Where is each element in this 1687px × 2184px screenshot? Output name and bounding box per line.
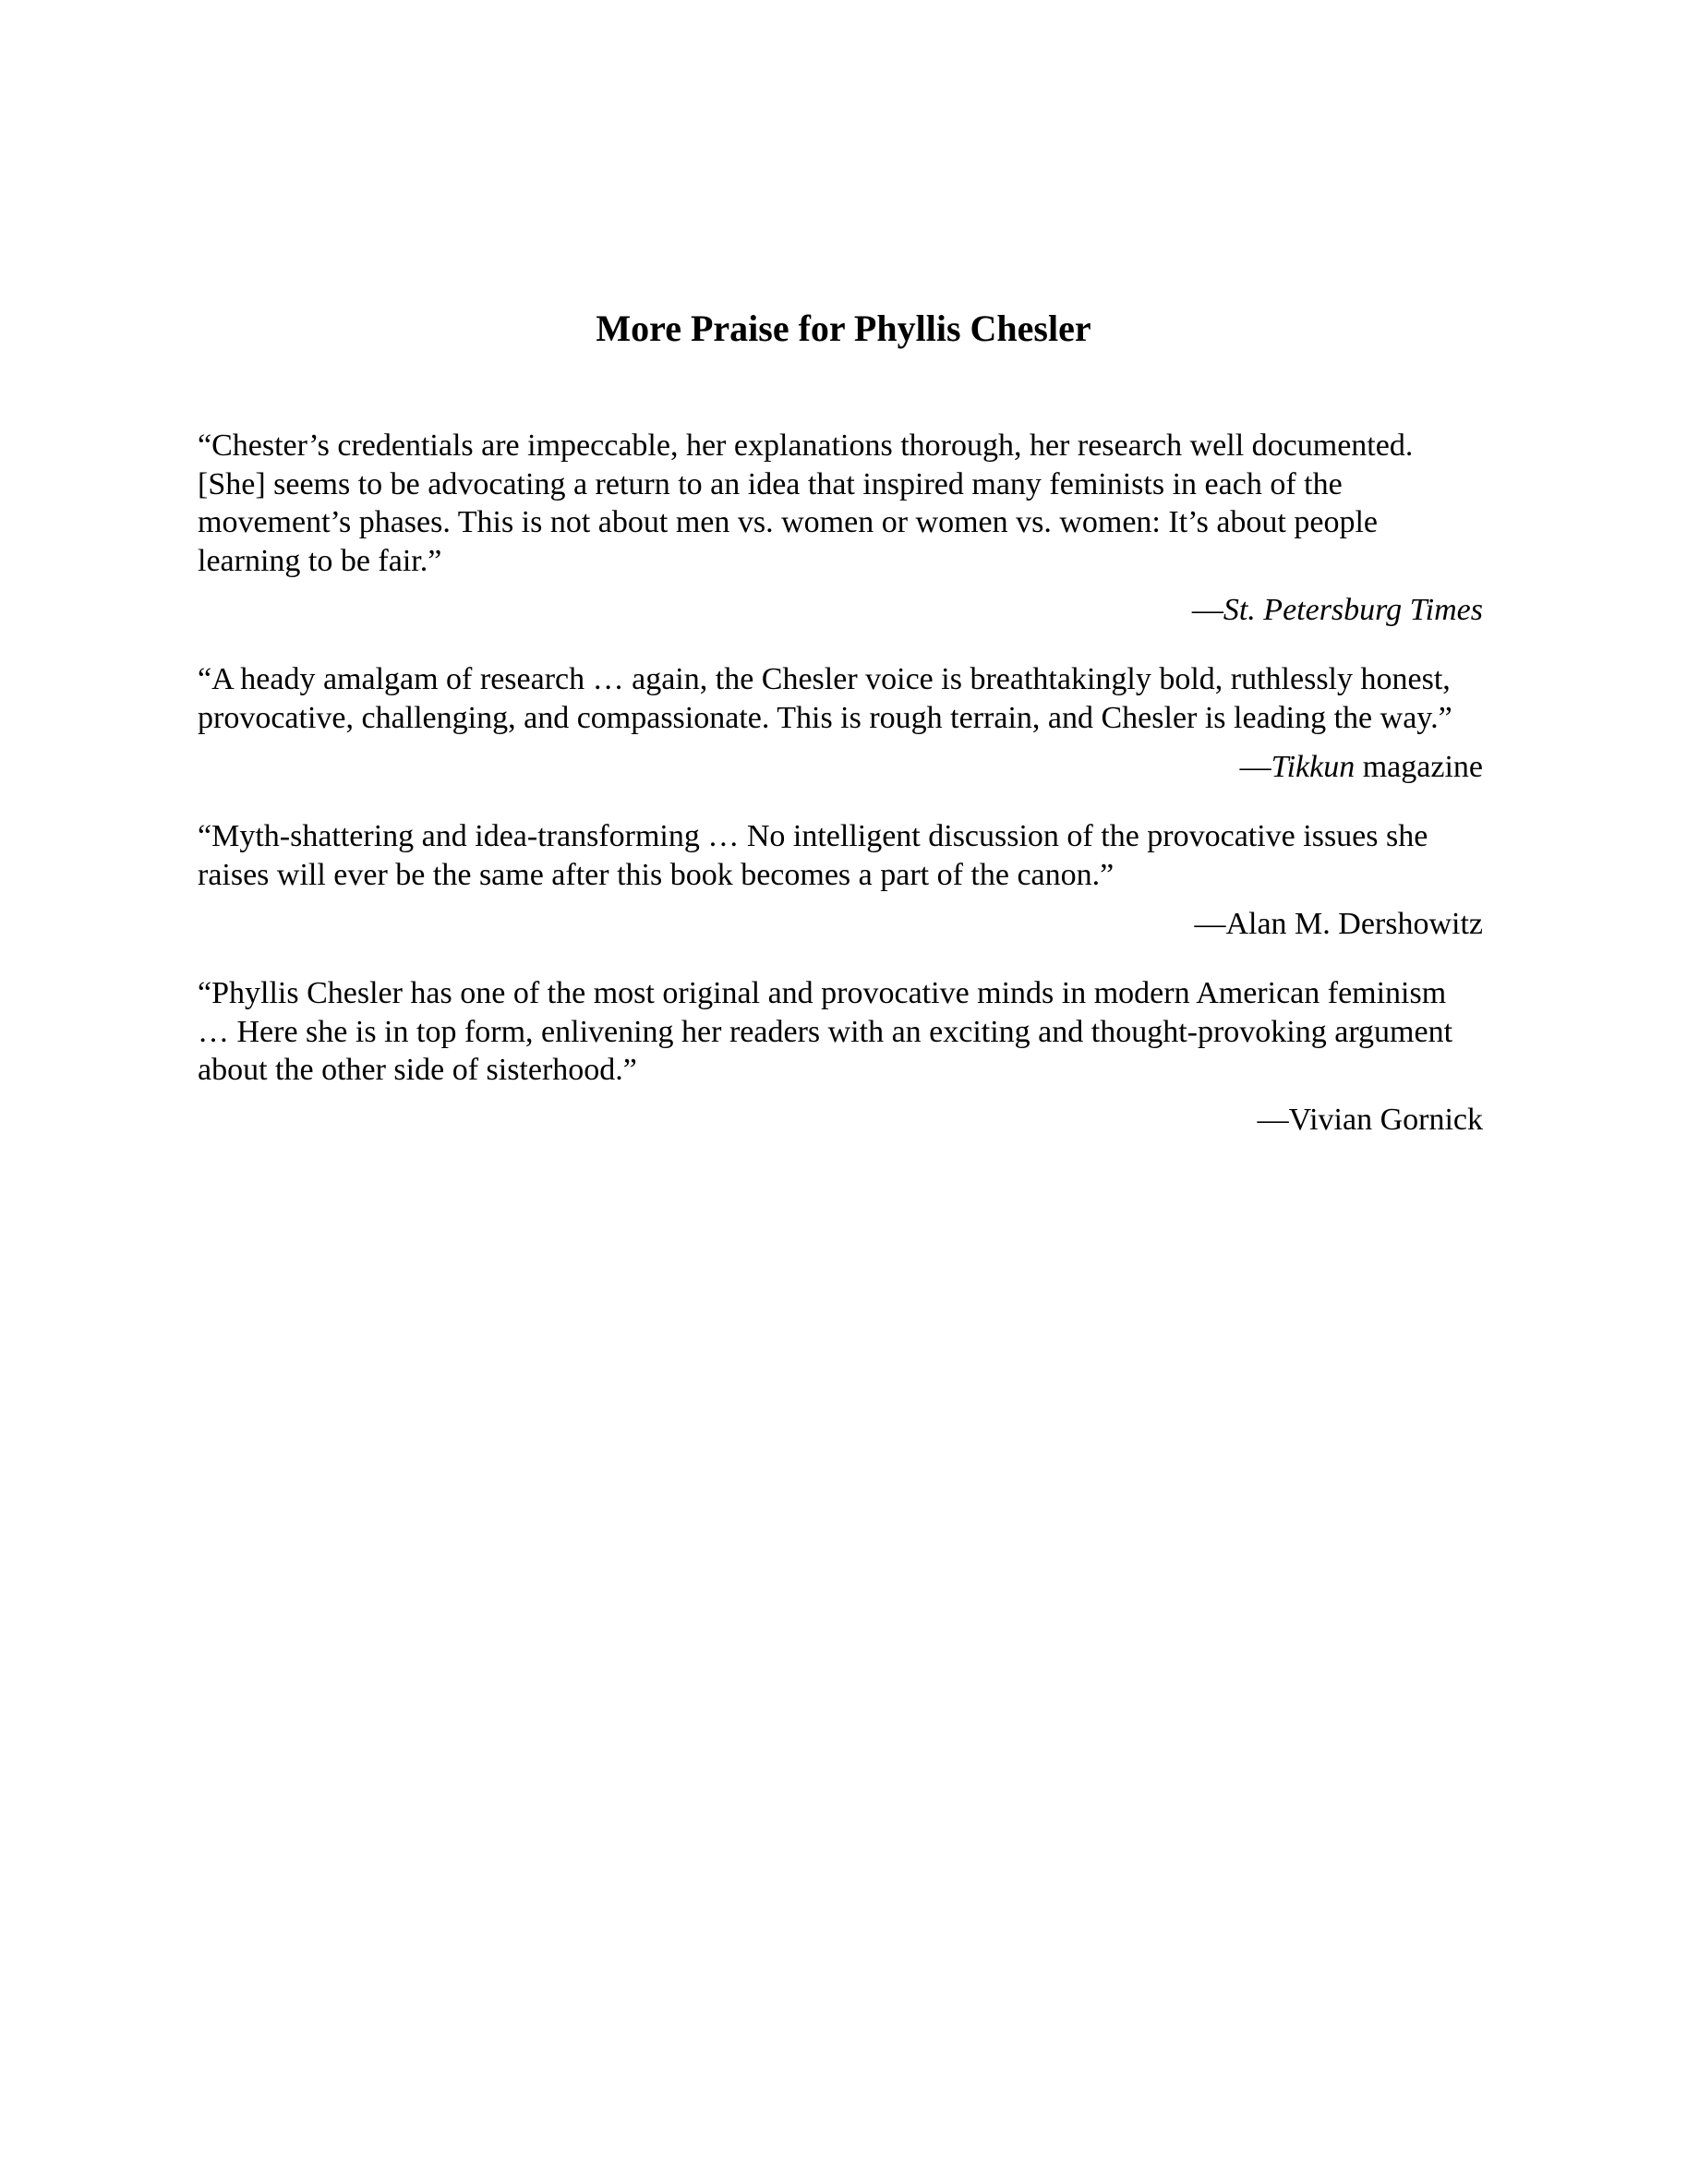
attribution-source-plain: Alan M. Dershowitz	[1225, 907, 1483, 941]
praise-blurb	[198, 974, 1483, 1139]
praise-list	[198, 427, 1483, 1170]
attribution-source-plain: Vivian Gornick	[1288, 1102, 1483, 1137]
attribution-dash: —	[1191, 593, 1223, 627]
attribution-dash: —	[1239, 750, 1271, 784]
attribution-source-italic: Tikkun	[1271, 750, 1356, 784]
blurb-quote: “Myth-shattering and idea-transforming … No intelligent discussion of the provocative issues she raises will ever be the same after this book becomes a part of the canon.”	[198, 819, 1428, 892]
page-title: More Praise for Phyllis Chesler	[596, 308, 1091, 349]
praise-blurb	[198, 427, 1483, 629]
attribution-dash: —	[1194, 907, 1226, 941]
blurb-quote: “Chester’s credentials are impeccable, her explanations thorough, her research well documented. [She] seems to be advocating a return to an idea that inspired many feminists in each of the movement’s phases. This is not about men vs. women or women vs. women: It’s about people learning to be fair.”	[198, 428, 1414, 578]
attribution-source-italic: St. Petersburg Times	[1223, 593, 1483, 627]
blurb-quote: “Phyllis Chesler has one of the most original and provocative minds in modern American feminism … Here she is in top form, enlivening her readers with an exciting and thought-provoking argument about the other side of sisterhood.”	[198, 976, 1453, 1087]
attribution-source-plain: magazine	[1355, 750, 1483, 784]
praise-blurb	[198, 817, 1483, 943]
praise-blurb	[198, 660, 1483, 786]
blurb-attribution	[198, 1101, 1483, 1139]
blurb-quote: “A heady amalgam of research … again, the Chesler voice is breathtakingly bold, ruthlessly honest, provocative, challenging, and compassionate. This is rough terrain, and Chesler is leading the way.”	[198, 662, 1452, 735]
attribution-dash: —	[1257, 1102, 1289, 1137]
blurb-attribution	[198, 905, 1483, 943]
blurb-attribution	[198, 591, 1483, 629]
blurb-attribution	[198, 748, 1483, 786]
